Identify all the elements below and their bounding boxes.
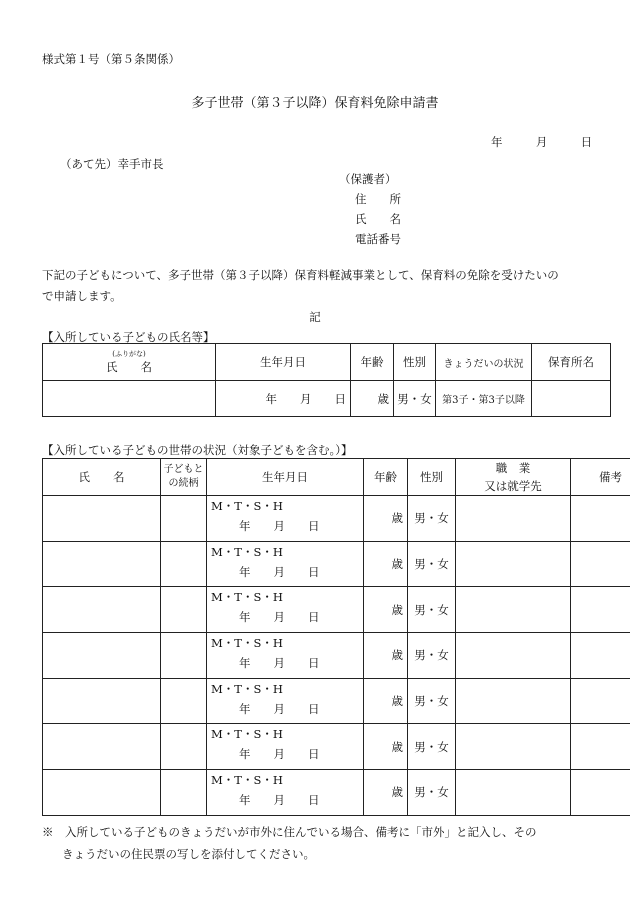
- header-remarks: 備考: [571, 459, 630, 496]
- member-remarks-cell[interactable]: [571, 587, 630, 633]
- member-remarks-cell[interactable]: [571, 496, 630, 542]
- member-name-cell[interactable]: [43, 587, 161, 633]
- member-relation-cell[interactable]: [161, 541, 207, 587]
- child-nursery-cell[interactable]: [532, 381, 611, 417]
- dob-ymd-label: 年 月 日: [239, 793, 320, 808]
- enrolled-child-table: [42, 343, 611, 417]
- era-options: M・T・S・H: [211, 544, 283, 559]
- child-dob-cell[interactable]: 年 月 日: [216, 381, 351, 417]
- era-options: M・T・S・H: [211, 681, 283, 696]
- member-remarks-cell[interactable]: [571, 724, 630, 770]
- header-name: (ふりがな) 氏 名: [43, 344, 216, 381]
- form-number: 様式第１号（第５条関係）: [42, 52, 180, 66]
- table-header-row: [43, 459, 630, 496]
- table-header-row: [43, 344, 611, 381]
- footnote-line-1: ※ 入所している子どものきょうだいが市外に住んでいる場合、備考に「市外」と記入し、その: [42, 825, 537, 839]
- member-name-cell[interactable]: [43, 770, 161, 816]
- header-age: 年齢: [364, 459, 408, 496]
- era-options: M・T・S・H: [211, 590, 283, 605]
- date-year-label: 年: [491, 135, 503, 149]
- footnote-line-2: きょうだいの住民票の写しを添付してください。: [62, 847, 315, 861]
- guardian-address-label: 住 所: [355, 192, 401, 206]
- member-age-cell[interactable]: 歳: [364, 724, 408, 770]
- member-gender-cell[interactable]: 男・女: [408, 633, 456, 679]
- member-age-cell[interactable]: 歳: [364, 678, 408, 724]
- application-date: [491, 134, 592, 150]
- header-occupation: 職 業 又は就学先: [456, 459, 571, 496]
- household-table: [42, 458, 630, 816]
- member-relation-cell[interactable]: [161, 633, 207, 679]
- child-age-cell[interactable]: 歳: [351, 381, 394, 417]
- table-row: [43, 381, 611, 417]
- furigana-label: (ふりがな): [112, 349, 146, 358]
- member-gender-cell[interactable]: 男・女: [408, 770, 456, 816]
- member-relation-cell[interactable]: [161, 770, 207, 816]
- member-remarks-cell[interactable]: [571, 678, 630, 724]
- member-name-cell[interactable]: [43, 678, 161, 724]
- member-gender-cell[interactable]: 男・女: [408, 541, 456, 587]
- dob-ymd-label: 年 月 日: [239, 656, 320, 671]
- header-siblings: きょうだいの状況: [436, 344, 532, 381]
- member-dob-cell[interactable]: [207, 541, 364, 587]
- member-relation-cell[interactable]: [161, 678, 207, 724]
- member-age-cell[interactable]: 歳: [364, 770, 408, 816]
- member-remarks-cell[interactable]: [571, 541, 630, 587]
- header-nursery: 保育所名: [532, 344, 611, 381]
- era-options: M・T・S・H: [211, 499, 283, 513]
- header-name: 氏 名: [43, 459, 161, 496]
- member-age-cell[interactable]: 歳: [364, 587, 408, 633]
- member-age-cell[interactable]: 歳: [364, 541, 408, 587]
- ki-heading: 記: [309, 310, 321, 324]
- member-occupation-cell[interactable]: [456, 587, 571, 633]
- household-rows: [43, 496, 630, 816]
- table-row: [43, 496, 630, 542]
- member-dob-cell[interactable]: [207, 587, 364, 633]
- member-gender-cell[interactable]: 男・女: [408, 724, 456, 770]
- member-dob-cell[interactable]: [207, 496, 364, 542]
- header-gender: 性別: [408, 459, 456, 496]
- child-gender-cell[interactable]: 男・女: [394, 381, 436, 417]
- table-row: [43, 724, 630, 770]
- era-options: M・T・S・H: [211, 727, 283, 742]
- member-name-cell[interactable]: [43, 496, 161, 542]
- member-dob-cell[interactable]: [207, 633, 364, 679]
- guardian-name-label: 氏 名: [355, 212, 401, 226]
- member-relation-cell[interactable]: [161, 724, 207, 770]
- child-siblings-cell[interactable]: 第3子・第3子以降: [436, 381, 532, 417]
- member-name-cell[interactable]: [43, 541, 161, 587]
- member-gender-cell[interactable]: 男・女: [408, 587, 456, 633]
- member-occupation-cell[interactable]: [456, 496, 571, 542]
- table-row: [43, 770, 630, 816]
- date-day-label: 日: [580, 135, 593, 149]
- member-relation-cell[interactable]: [161, 496, 207, 542]
- member-age-cell[interactable]: 歳: [364, 496, 408, 542]
- member-name-cell[interactable]: [43, 724, 161, 770]
- member-gender-cell[interactable]: 男・女: [408, 678, 456, 724]
- date-month-label: 月: [535, 135, 548, 149]
- era-options: M・T・S・H: [211, 773, 283, 788]
- member-occupation-cell[interactable]: [456, 770, 571, 816]
- member-occupation-cell[interactable]: [456, 633, 571, 679]
- household-section-title: 【入所している子どもの世帯の状況（対象子どもを含む。）】: [42, 443, 353, 457]
- guardian-heading: （保護者）: [339, 172, 397, 186]
- member-dob-cell[interactable]: [207, 770, 364, 816]
- form-title: 多子世帯（第３子以降）保育料免除申請書: [191, 96, 439, 111]
- table-row: [43, 541, 630, 587]
- member-remarks-cell[interactable]: [571, 633, 630, 679]
- guardian-phone-label: 電話番号: [355, 232, 401, 246]
- table-row: [43, 587, 630, 633]
- dob-ymd-label: 年 月 日: [239, 519, 320, 533]
- enrolled-child-section-title: 【入所している子どもの氏名等】: [42, 330, 215, 344]
- header-gender: 性別: [394, 344, 436, 381]
- member-occupation-cell[interactable]: [456, 678, 571, 724]
- table-row: [43, 633, 630, 679]
- member-dob-cell[interactable]: [207, 678, 364, 724]
- dob-ymd-label: 年 月 日: [239, 701, 320, 716]
- member-occupation-cell[interactable]: [456, 724, 571, 770]
- header-age: 年齢: [351, 344, 394, 381]
- request-text-line-1: 下記の子どもについて、多子世帯（第３子以降）保育料軽減事業として、保育料の免除を受けたいの: [42, 268, 559, 282]
- table-row: [43, 678, 630, 724]
- member-dob-cell[interactable]: [207, 724, 364, 770]
- member-gender-cell[interactable]: 男・女: [408, 496, 456, 542]
- member-age-cell[interactable]: 歳: [364, 633, 408, 679]
- addressee: （あて先）幸手市長: [60, 157, 164, 171]
- dob-ymd-label: 年 月 日: [239, 747, 320, 762]
- request-text-line-2: で申請します。: [42, 289, 122, 303]
- header-dob: 生年月日: [216, 344, 351, 381]
- dob-ymd-label: 年 月 日: [239, 564, 320, 579]
- header-dob: 生年月日: [207, 459, 364, 496]
- dob-ymd-label: 年 月 日: [239, 610, 320, 625]
- member-name-cell[interactable]: [43, 633, 161, 679]
- header-relation: 子どもと の続柄: [161, 459, 207, 496]
- child-name-cell[interactable]: [43, 381, 216, 417]
- member-remarks-cell[interactable]: [571, 770, 630, 816]
- member-relation-cell[interactable]: [161, 587, 207, 633]
- member-occupation-cell[interactable]: [456, 541, 571, 587]
- era-options: M・T・S・H: [211, 636, 283, 651]
